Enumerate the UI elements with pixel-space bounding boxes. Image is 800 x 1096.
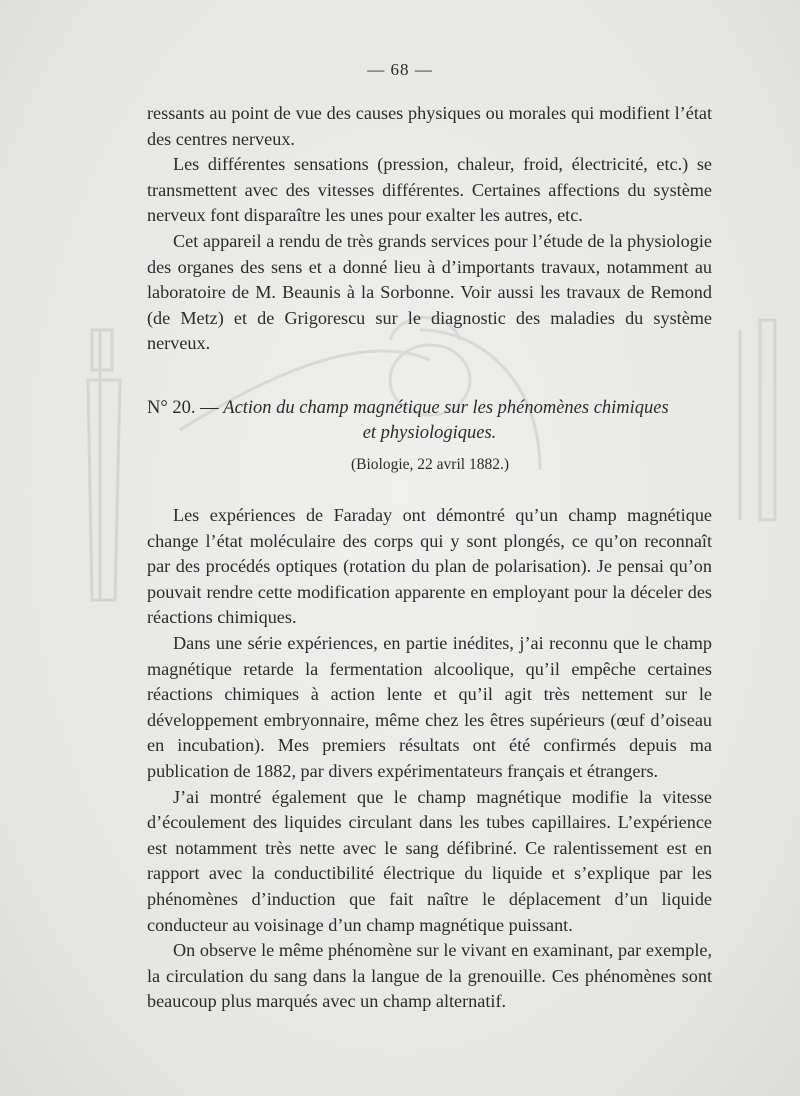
section-heading-line1 [147, 396, 712, 421]
paragraph: Dans une série expériences, en partie inédites, j’ai reconnu que le champ magnétique retarde la fermentation alcoolique, qu’il empêche certaines réactions chimiques à action lente et qu’il agit très nettement sur le développement embryonnaire, même chez les êtres supérieurs (œuf d’oiseau en incubation). Mes premiers résultats ont été confirmés depuis ma publication de 1882, par divers expérimentateurs français et étrangers. [147, 632, 712, 781]
paragraph: Les différentes sensations (pression, chaleur, froid, électricité, etc.) se transmettent avec des vitesses différentes. Certaines affections du système nerveux font disparaître les unes pour exalter les autres, etc. [147, 154, 712, 226]
paragraph: Les expériences de Faraday ont démontré qu’un champ magnétique change l’état moléculaire des corps qui y sont plongés, ce qu’on reconnaît par des procédés optiques (rotation du plan de polarisation). Je pensai qu’on pouvait rendre cette modification apparente en employant pour la déceler des réactions chimiques. [147, 505, 712, 628]
section-number: N° 20. — [147, 398, 219, 418]
body-text [147, 503, 712, 1015]
paragraph: J’ai montré également que le champ magnétique modifie la vitesse d’écoulement des liquides circulant dans les tubes capillaires. L’expérience est notamment très nette avec le sang défibriné. Ce ralentissement est en rapport avec la conductibilité électrique du liquide et s’explique par les phénomènes d’induction que fait naître le déplacement d’un liquide conducteur au voisinage d’un champ magnétique puissant. [147, 786, 712, 935]
source-citation: (Biologie, 22 avril 1882.) [351, 456, 509, 473]
paragraph: ressants au point de vue des causes physiques ou morales qui modifient l’état des centres nerveux. [147, 103, 712, 149]
paragraph: Cet appareil a rendu de très grands services pour l’étude de la physiologie des organes des sens et a donné lieu à d’importants travaux, notamment au laboratoire de M. Beaunis à la Sorbonne. Voir aussi les travaux de Remond (de Metz) et de Grigorescu sur le diagnostic des maladies du système nerveux. [147, 230, 712, 354]
page-number: — 68 — [367, 60, 433, 79]
section-heading [147, 396, 712, 446]
section-title-continuation: et physiologiques. [362, 423, 497, 443]
paragraph: On observe le même phénomène sur le vivant en examinant, par exemple, la circulation du sang dans la langue de la grenouille. Ces phénomènes sont beaucoup plus marqués avec un champ alternatif. [147, 940, 712, 1012]
section-title: Action du champ magnétique sur les phénomènes chimiques [223, 398, 669, 418]
intro-text [147, 101, 712, 357]
